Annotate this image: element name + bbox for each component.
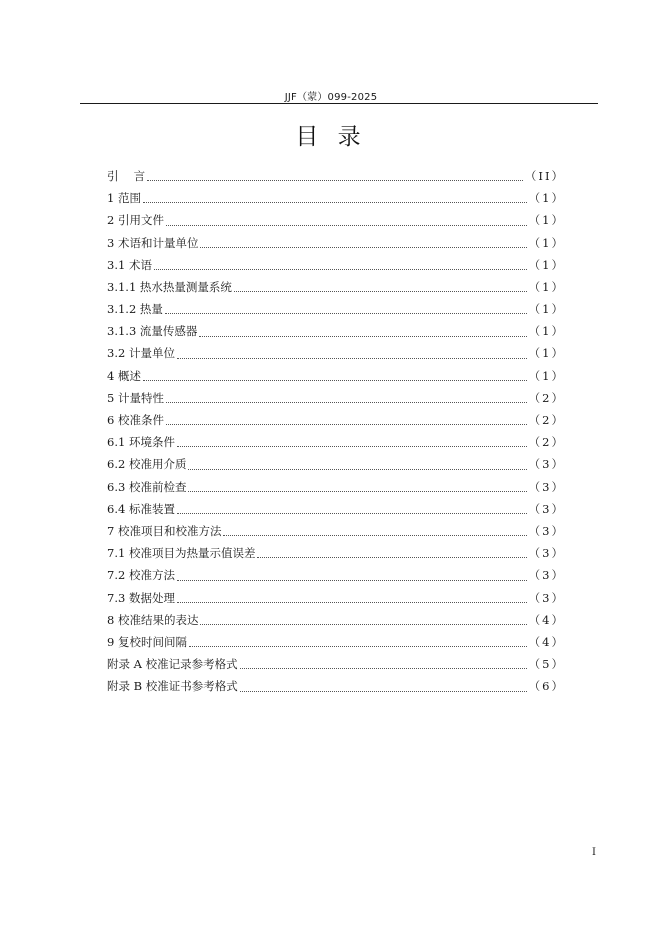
toc-entry-label: 8 校准结果的表达: [107, 612, 199, 627]
toc-entry[interactable]: [107, 298, 565, 320]
toc-entry-page: （1）: [528, 191, 565, 206]
toc-entry[interactable]: [107, 387, 565, 409]
toc-entry-page: （2）: [528, 390, 565, 405]
toc-entry[interactable]: [107, 609, 565, 631]
toc-entry[interactable]: [107, 365, 565, 387]
toc-entry-page: （2）: [528, 413, 565, 428]
toc-entry-label: 3.1.3 流量传感器: [107, 324, 198, 339]
toc-dot-leader: [240, 668, 527, 669]
toc-entry[interactable]: [107, 320, 565, 342]
toc-entry-label: 6.1 环境条件: [107, 435, 175, 450]
toc-dot-leader: [165, 313, 527, 314]
toc-entry[interactable]: [107, 254, 565, 276]
toc-entry-label: 附录 A 校准记录参考格式: [107, 657, 238, 672]
toc-entry-label: 7.2 校准方法: [107, 568, 175, 583]
toc-entry[interactable]: [107, 409, 565, 431]
toc-entry[interactable]: [107, 476, 565, 498]
toc-entry-label: 9 复校时间间隔: [107, 634, 187, 649]
toc-entry-page: （1）: [528, 213, 565, 228]
toc-entry-label: 3.1.1 热水热量测量系统: [107, 279, 232, 294]
toc-entry-page: （3）: [528, 590, 565, 605]
toc-entry-page: （4）: [528, 634, 565, 649]
toc-entry-label: 6.3 校准前检查: [107, 479, 187, 494]
toc-entry[interactable]: [107, 209, 565, 231]
toc-entry-label: 2 引用文件: [107, 213, 164, 228]
toc-entry[interactable]: [107, 498, 565, 520]
table-of-contents: [107, 165, 565, 698]
toc-dot-leader: [234, 291, 527, 292]
toc-dot-leader: [257, 557, 526, 558]
toc-dot-leader: [177, 446, 527, 447]
toc-entry-label: 3 术语和计量单位: [107, 235, 199, 250]
toc-entry-label: 引 言: [107, 168, 146, 183]
toc-entry[interactable]: [107, 187, 565, 209]
toc-entry[interactable]: [107, 276, 565, 298]
toc-entry-label: 5 计量特性: [107, 390, 164, 405]
toc-dot-leader: [188, 491, 526, 492]
toc-entry-page: （3）: [528, 501, 565, 516]
page-number: I: [592, 847, 596, 858]
toc-entry-label: 4 概述: [107, 368, 141, 383]
toc-entry[interactable]: [107, 343, 565, 365]
toc-entry-label: 1 范围: [107, 191, 141, 206]
toc-entry[interactable]: [107, 232, 565, 254]
toc-dot-leader: [143, 380, 527, 381]
page-title: 目 录: [295, 124, 367, 150]
toc-entry[interactable]: [107, 165, 565, 187]
toc-entry-page: （1）: [528, 368, 565, 383]
toc-entry-page: （3）: [528, 546, 565, 561]
toc-entry[interactable]: [107, 542, 565, 564]
toc-dot-leader: [199, 336, 526, 337]
toc-dot-leader: [200, 624, 526, 625]
toc-entry-page: （6）: [528, 679, 565, 694]
toc-dot-leader: [166, 424, 527, 425]
toc-dot-leader: [200, 247, 526, 248]
toc-entry-label: 7 校准项目和校准方法: [107, 523, 222, 538]
toc-entry-label: 7.1 校准项目为热量示值误差: [107, 546, 256, 561]
toc-dot-leader: [240, 691, 527, 692]
toc-entry-label: 3.2 计量单位: [107, 346, 175, 361]
toc-entry-page: （1）: [528, 235, 565, 250]
toc-entry-label: 3.1.2 热量: [107, 302, 163, 317]
toc-dot-leader: [143, 202, 527, 203]
toc-dot-leader: [189, 646, 527, 647]
toc-dot-leader: [147, 180, 523, 181]
toc-dot-leader: [188, 469, 526, 470]
header-divider: [80, 103, 598, 104]
toc-dot-leader: [177, 602, 527, 603]
toc-dot-leader: [166, 402, 527, 403]
toc-entry-page: （1）: [528, 279, 565, 294]
toc-entry-label: 3.1 术语: [107, 257, 152, 272]
toc-entry-page: （3）: [528, 568, 565, 583]
toc-entry[interactable]: [107, 564, 565, 586]
toc-dot-leader: [223, 535, 526, 536]
toc-entry-page: （3）: [528, 457, 565, 472]
toc-entry-label: 6 校准条件: [107, 413, 164, 428]
toc-dot-leader: [177, 513, 527, 514]
toc-entry[interactable]: [107, 587, 565, 609]
toc-entry-page: （4）: [528, 612, 565, 627]
toc-entry-page: （5）: [528, 657, 565, 672]
toc-entry-page: （3）: [528, 479, 565, 494]
toc-entry-page: （1）: [528, 257, 565, 272]
toc-entry[interactable]: [107, 675, 565, 697]
toc-entry[interactable]: [107, 520, 565, 542]
toc-entry[interactable]: [107, 431, 565, 453]
toc-entry-label: 7.3 数据处理: [107, 590, 175, 605]
toc-entry[interactable]: [107, 453, 565, 475]
toc-entry-page: （3）: [528, 523, 565, 538]
toc-entry-label: 附录 B 校准证书参考格式: [107, 679, 238, 694]
document-code-header: JJF（蒙）099-2025: [284, 92, 378, 103]
toc-entry-page: （1）: [528, 302, 565, 317]
toc-entry-label: 6.4 标准装置: [107, 501, 175, 516]
toc-dot-leader: [177, 580, 527, 581]
toc-entry[interactable]: [107, 631, 565, 653]
toc-entry[interactable]: [107, 653, 565, 675]
toc-entry-page: （2）: [528, 435, 565, 450]
toc-entry-label: 6.2 校准用介质: [107, 457, 187, 472]
toc-dot-leader: [154, 269, 527, 270]
toc-entry-page: （1）: [528, 346, 565, 361]
toc-dot-leader: [166, 225, 527, 226]
toc-entry-page: （II）: [524, 168, 565, 183]
toc-dot-leader: [177, 358, 527, 359]
toc-entry-page: （1）: [528, 324, 565, 339]
